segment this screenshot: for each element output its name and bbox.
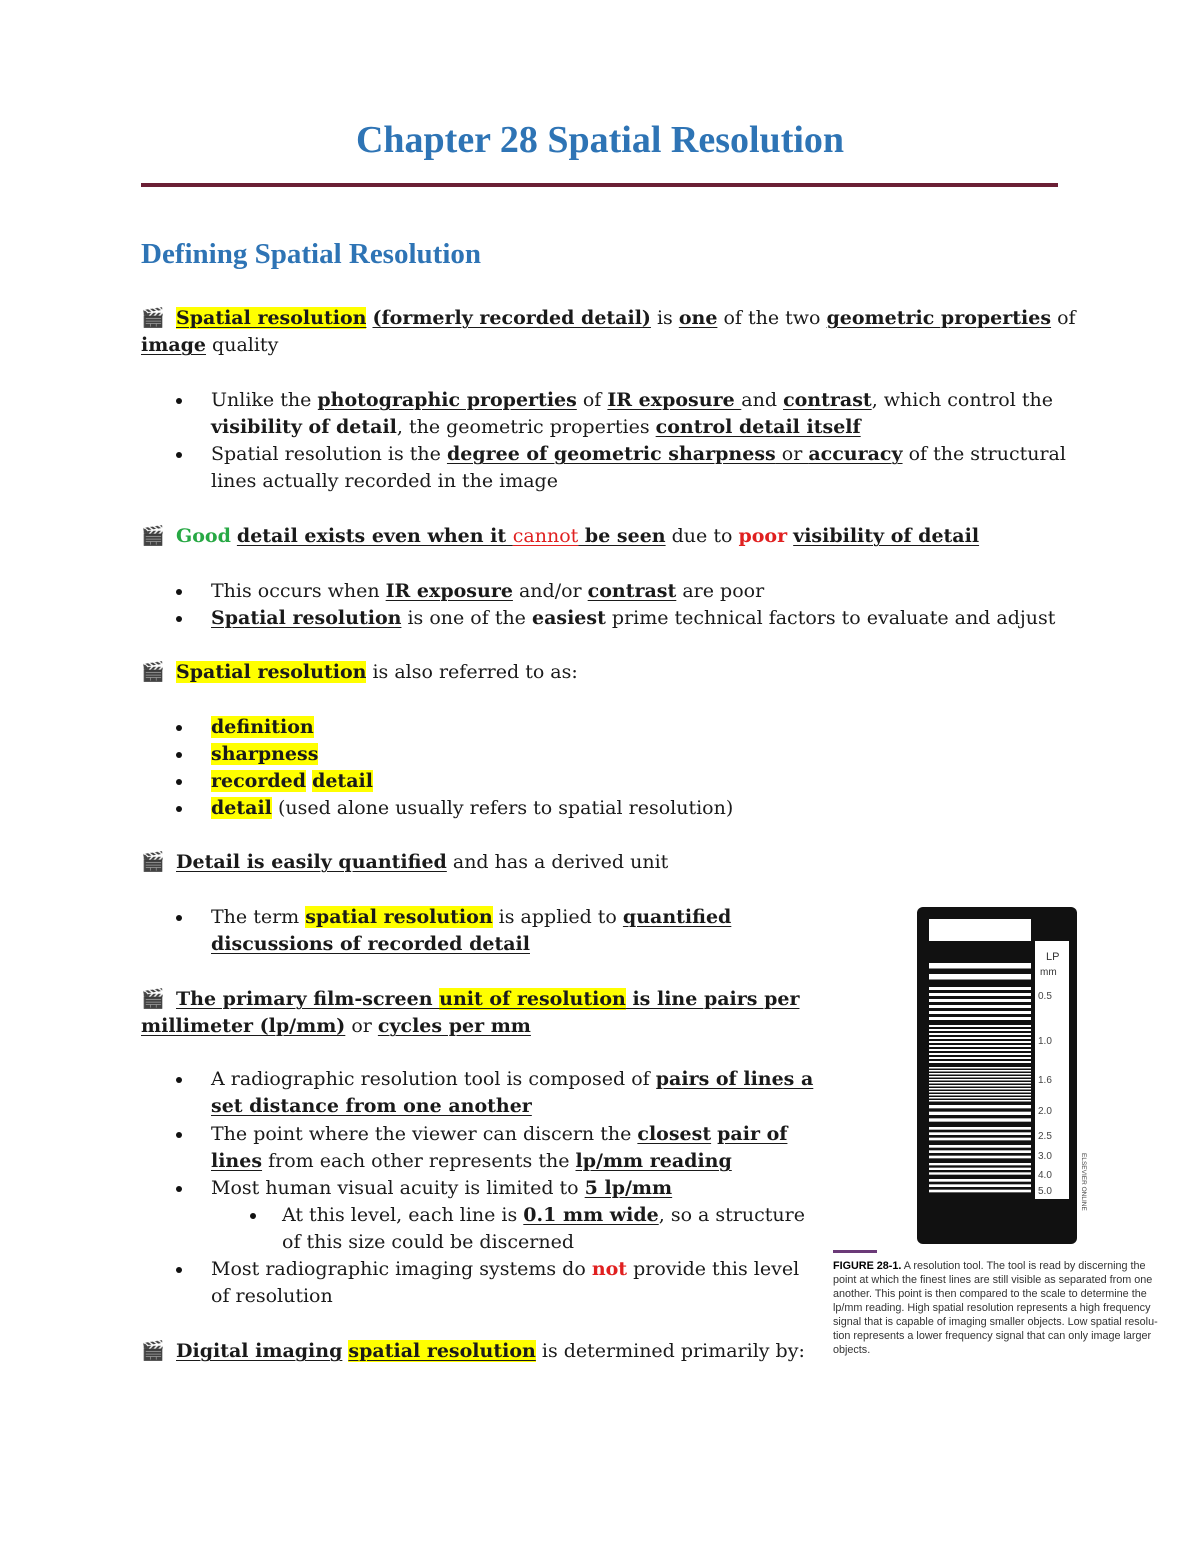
bullet-dot (176, 1186, 182, 1192)
page-title: Chapter 28 Spatial Resolution (355, 119, 845, 161)
line-pair-bar (929, 1017, 1031, 1020)
bullet-5-sub-3a-line-1: At this level, each line is 0.1 mm wide, so a structure (282, 1204, 805, 1226)
bullet-dot (176, 616, 182, 622)
line-pair-bar (929, 1067, 1031, 1069)
line-pair-bar (929, 1097, 1031, 1099)
title-divider (141, 183, 1058, 187)
clapperboard-icon: 🎬 (141, 525, 165, 547)
bullet-dot (176, 915, 182, 921)
line-pair-bar (929, 1079, 1031, 1081)
bullet-5-sub-3: Most human visual acuity is limited to 5 lp/mm (211, 1177, 673, 1199)
line-pair-bar (929, 1118, 1031, 1121)
clapperboard-icon: 🎬 (141, 661, 165, 683)
line-pair-bar (929, 1061, 1031, 1063)
line-pair-bar (929, 1138, 1031, 1141)
figure-side-text: ELSEVIER ONLINE (1080, 1153, 1087, 1211)
bullet-3-item-1: definition (211, 716, 314, 738)
line-pair-bar (929, 1045, 1031, 1047)
bullet-5-line-2: millimeter (lp/mm) or cycles per mm (141, 1015, 531, 1037)
line-pair-bar (929, 963, 1031, 969)
bullet-dot (176, 589, 182, 595)
clapperboard-icon: 🎬 (141, 307, 165, 329)
line-pair-bar (929, 1179, 1031, 1182)
clapperboard-icon: 🎬 (141, 988, 165, 1010)
bullet-2-sub-2: Spatial resolution is one of the easiest prime technical factors to evaluate and adjust (211, 607, 1056, 629)
bullet-dot (176, 1267, 182, 1273)
line-pair-bar (929, 1041, 1031, 1043)
bullet-2-sub-1: This occurs when IR exposure and/or contrast are poor (211, 580, 765, 602)
bullet-1-line-1: 🎬 Spatial resolution (formerly recorded detail) is one of the two geometric properties of (141, 305, 1076, 332)
line-pair-bar (929, 1094, 1031, 1096)
bullet-3-line-1: 🎬 Spatial resolution is also referred to as: (141, 659, 578, 686)
scale-header-lp: LP (1046, 951, 1060, 963)
scale-header-mm: mm (1040, 967, 1057, 978)
line-pair-bar (929, 1145, 1031, 1148)
line-pair-bar (929, 1127, 1031, 1130)
scale-label: 2.0 (1038, 1106, 1052, 1117)
line-pair-bar (929, 1005, 1031, 1008)
bullet-1-sub-2-line-2: lines actually recorded in the image (211, 470, 558, 492)
scale-label: 2.5 (1038, 1131, 1052, 1142)
line-pair-bar (929, 1085, 1031, 1087)
bullet-dot (176, 452, 182, 458)
bullet-dot (176, 725, 182, 731)
bullet-4-sub-1-line-1: The term spatial resolution is applied to quantified (211, 906, 732, 928)
bullet-3-item-2: sharpness (211, 743, 319, 765)
line-pair-bar (929, 974, 1031, 980)
scale-label: 1.6 (1038, 1075, 1052, 1086)
figure-caption: FIGURE 28-1. A resolution tool. The tool is read by discerning the point at which the finest lines are still visible as separated from one another. This point is then compared to the scale to determine the lp/mm reading. High spatial resolution represents a high frequency signal that is capable of imaging smaller objects. Low spatial resolu- tion represents a lower frequency signal that can only image larger objects. (833, 1260, 1158, 1356)
line-pair-bar (929, 1156, 1031, 1159)
line-pair-bar (929, 1076, 1031, 1078)
line-pair-bar (929, 1100, 1031, 1102)
line-pair-bar (929, 1105, 1031, 1108)
line-pair-bar (929, 1029, 1031, 1031)
line-pair-bar (929, 993, 1031, 996)
resolution-tool-figure (915, 905, 1085, 1250)
line-pair-bar (929, 1150, 1031, 1153)
line-pair-bar (929, 1088, 1031, 1090)
bullet-5-sub-2-line-1: The point where the viewer can discern the closest pair of (211, 1123, 788, 1145)
clapperboard-icon: 🎬 (141, 851, 165, 873)
line-pair-bar (929, 1073, 1031, 1075)
line-pair-bar (929, 1049, 1031, 1051)
bullet-2-line-1: 🎬 Good detail exists even when it cannot be seen due to poor visibility of detail (141, 523, 979, 550)
bullet-dot (176, 779, 182, 785)
bullet-dot (176, 398, 182, 404)
bullet-4-line-1: 🎬 Detail is easily quantified and has a derived unit (141, 849, 668, 876)
line-pair-bar (929, 1163, 1031, 1165)
bullet-4-sub-1-line-2: discussions of recorded detail (211, 933, 530, 955)
bullet-1-line-2: image quality (141, 334, 279, 356)
bullet-5-sub-1-line-2: set distance from one another (211, 1095, 532, 1117)
line-pair-bar (929, 1132, 1031, 1135)
line-pair-bar (929, 1190, 1031, 1193)
bullet-dot (176, 1077, 182, 1083)
line-pair-bar (929, 999, 1031, 1002)
bullet-1-sub-1-line-1: Unlike the photographic properties of IR exposure and contrast, which control the (211, 389, 1053, 411)
bullet-3-item-4: detail (used alone usually refers to spatial resolution) (211, 797, 734, 819)
clapperboard-icon: 🎬 (141, 1340, 165, 1362)
line-pair-bar (929, 1033, 1031, 1035)
line-pair-bar (929, 1091, 1031, 1093)
bullet-3-item-3: recorded detail (211, 770, 373, 792)
scale-label: 5.0 (1038, 1186, 1052, 1197)
bullet-5-line-1: 🎬 The primary film-screen unit of resolution is line pairs per (141, 986, 799, 1013)
bullet-dot (176, 752, 182, 758)
line-pair-bar (929, 1037, 1031, 1039)
line-pair-bar (929, 1057, 1031, 1059)
line-pair-bar (929, 1053, 1031, 1055)
resolution-tool-top-window (929, 919, 1031, 941)
scale-label: 0.5 (1038, 991, 1052, 1002)
section-heading: Defining Spatial Resolution (141, 238, 481, 270)
bullet-5-sub-3a-line-2: of this size could be discerned (282, 1231, 575, 1253)
line-pair-bar (929, 1168, 1031, 1170)
bullet-1-sub-1-line-2: visibility of detail, the geometric properties control detail itself (211, 416, 861, 438)
bullet-dot (176, 806, 182, 812)
line-pair-bar (929, 1070, 1031, 1072)
line-pair-bar (929, 1025, 1031, 1027)
bullet-5-sub-1-line-1: A radiographic resolution tool is composed of pairs of lines a (211, 1068, 814, 1090)
bullet-6-line-1: 🎬 Digital imaging spatial resolution is determined primarily by: (141, 1338, 805, 1365)
bullet-5-sub-2-line-2: lines from each other represents the lp/mm reading (211, 1150, 732, 1172)
line-pair-bar (929, 1184, 1031, 1187)
caption-accent-bar (833, 1250, 877, 1253)
line-pair-bar (929, 1172, 1031, 1174)
scale-label: 4.0 (1038, 1170, 1052, 1181)
bullet-dot (250, 1213, 256, 1219)
line-pair-bar (929, 1082, 1031, 1084)
bullet-5-sub-4-line-1: Most radiographic imaging systems do not provide this level (211, 1258, 800, 1280)
line-pair-bar (929, 1011, 1031, 1014)
scale-label: 1.0 (1038, 1036, 1052, 1047)
scale-label: 3.0 (1038, 1151, 1052, 1162)
bullet-5-sub-4-line-2: of resolution (211, 1285, 333, 1307)
line-pair-bar (929, 987, 1031, 990)
line-pair-bar (929, 1112, 1031, 1115)
bullet-1-sub-2-line-1: Spatial resolution is the degree of geometric sharpness or accuracy of the structural (211, 443, 1066, 465)
bullet-dot (176, 1132, 182, 1138)
